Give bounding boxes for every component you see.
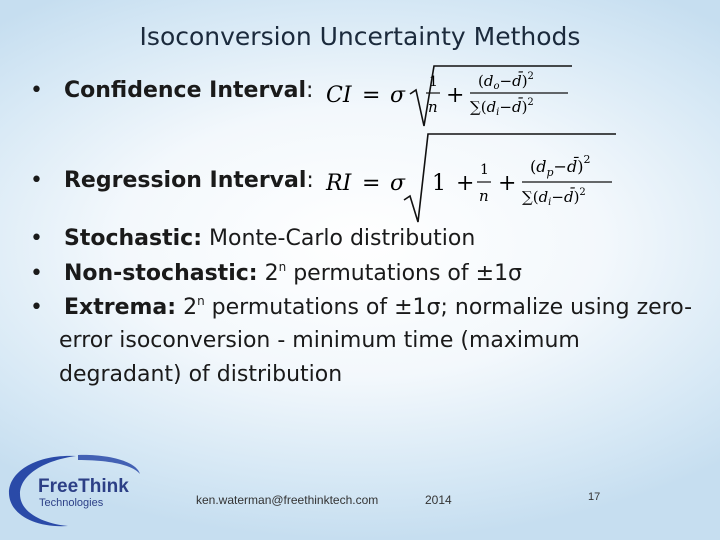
ri-n: n xyxy=(479,187,489,205)
bullet-sep: : xyxy=(193,226,203,251)
bullet-sep: : xyxy=(167,295,177,320)
bullet-text: permutations of ±1σ; normalize using zero- xyxy=(204,295,693,320)
bullet-dot: • xyxy=(30,78,43,103)
bullet-dot: • xyxy=(30,261,43,286)
bullet-extrema xyxy=(30,294,692,320)
svg-text:+: + xyxy=(446,83,465,108)
ci-one: 1 xyxy=(429,74,438,90)
ci-num: $(d_o-d̄)^2$ xyxy=(478,71,534,92)
bullet-term: Regression Interval xyxy=(63,168,307,193)
ci-sigma: σ xyxy=(390,83,406,108)
ri-sigma: σ xyxy=(390,171,406,196)
bullet-text: 2 xyxy=(176,295,198,320)
svg-text:+: + xyxy=(456,171,475,196)
ri-num: $(d_p-d̄)^2$ xyxy=(530,153,591,179)
slide-title: Isoconversion Uncertainty Methods xyxy=(139,22,581,51)
bullet-extrema-cont-2: degradant) of distribution xyxy=(59,362,343,387)
bullet-stochastic xyxy=(30,226,475,251)
bullet-term: Confidence Interval xyxy=(63,78,307,103)
ri-one: 1 xyxy=(432,171,446,196)
footer-email[interactable]: ken.waterman@freethinktech.com xyxy=(196,493,379,507)
bullet-confidence-interval xyxy=(30,78,313,103)
bullet-text: permutations of ±1σ xyxy=(286,261,523,286)
bullet-extrema-cont-1: error isoconversion - minimum time (maximum xyxy=(59,328,580,353)
bullet-text: 2 xyxy=(257,261,279,286)
bullet-term: Extrema xyxy=(63,295,168,320)
footer-year: 2014 xyxy=(425,493,452,507)
ri-lhs: RI xyxy=(326,171,352,196)
bullet-dot: • xyxy=(30,226,43,251)
freethink-logo xyxy=(6,452,146,530)
ri-formula xyxy=(320,130,620,226)
bullet-superscript: n xyxy=(278,260,287,274)
bullet-dot: • xyxy=(30,295,43,320)
ci-n: n xyxy=(428,98,438,116)
ci-formula xyxy=(320,60,580,130)
bullet-sep: : xyxy=(306,78,314,103)
bullet-superscript: n xyxy=(197,294,205,308)
logo-name: FreeThink xyxy=(38,476,129,497)
svg-text:=: = xyxy=(362,171,381,196)
svg-text:1: 1 xyxy=(480,162,489,178)
bullet-term: Non-stochastic xyxy=(63,261,249,286)
ri-den: $\sum(d_i-d̄)^2$ xyxy=(522,187,586,208)
bullet-term: Stochastic xyxy=(63,226,194,251)
ci-lhs: CI xyxy=(326,83,352,108)
bullet-sep: : xyxy=(248,261,258,286)
bullet-sep: : xyxy=(306,168,314,193)
bullet-text: Monte-Carlo distribution xyxy=(202,226,476,251)
logo-sub: Technologies xyxy=(39,497,104,509)
page-number: 17 xyxy=(588,491,601,503)
svg-text:+: + xyxy=(498,171,517,196)
bullet-regression-interval xyxy=(30,168,314,193)
bullet-non-stochastic xyxy=(30,260,522,286)
bullet-dot: • xyxy=(30,168,43,193)
svg-text:=: = xyxy=(362,83,381,108)
ci-den: $\sum(d_i-d̄)^2$ xyxy=(470,97,534,118)
